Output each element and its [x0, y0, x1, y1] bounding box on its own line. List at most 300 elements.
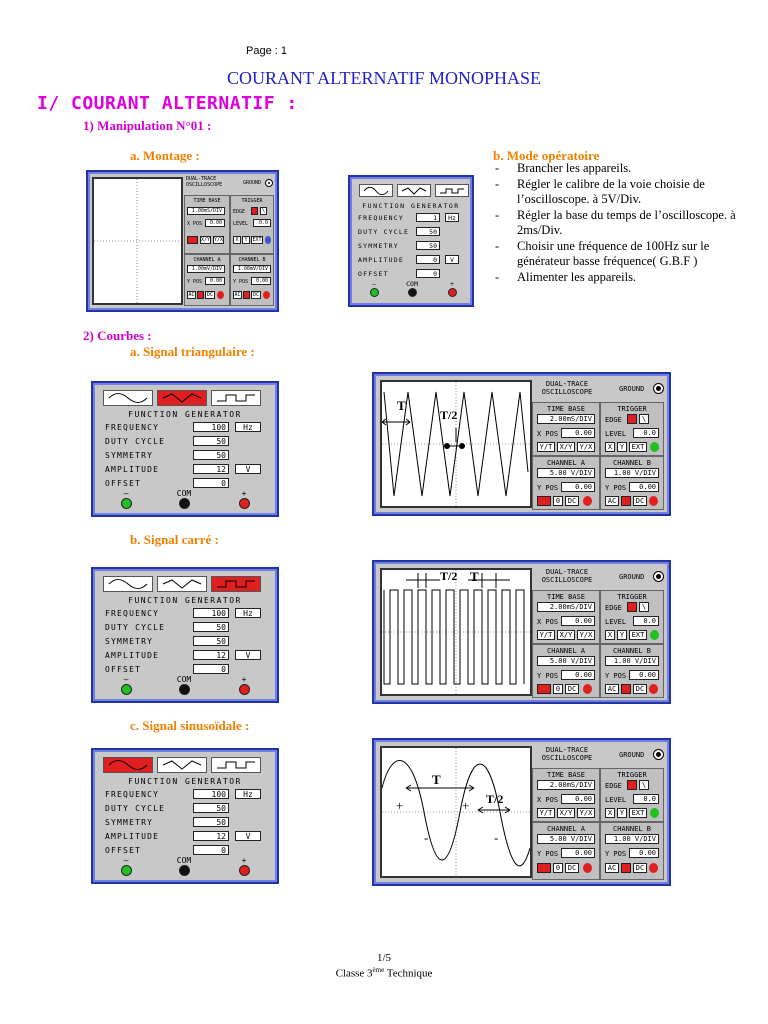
offset-label: OFFSET	[358, 269, 389, 278]
amplitude-value[interactable]: 0	[416, 255, 440, 264]
yx-button[interactable]: Y/X	[214, 237, 224, 243]
amplitude-value[interactable]: 12	[193, 464, 229, 474]
channel-a-label: CHANNEL A	[547, 459, 585, 467]
square-wave-button[interactable]	[211, 390, 261, 406]
yt-button[interactable]: Y/T	[537, 630, 555, 640]
trigger-section	[600, 768, 664, 822]
channel-a-section	[184, 254, 230, 306]
osc-title-1: DUAL-TRACE	[186, 176, 217, 182]
duty-cycle-value[interactable]: 50	[416, 227, 440, 236]
level-value[interactable]: 0.0	[633, 428, 659, 438]
chb-0-button[interactable]: 0	[244, 292, 248, 298]
square-icon	[216, 579, 256, 589]
half-period-label: T/2	[486, 792, 504, 806]
mode-step: - Régler le calibre de la voie choisie de l’oscilloscope. à 5V/Div.	[493, 177, 753, 208]
mode-step: - Alimenter les appareils.	[493, 270, 753, 286]
ground-label: GROUND	[619, 573, 645, 581]
plus-terminal[interactable]	[239, 498, 250, 509]
channel-b-value[interactable]: 1.00 V/DIV	[605, 468, 659, 478]
function-generator-triangle	[91, 381, 279, 517]
xpos-value[interactable]: 0.00	[561, 794, 595, 804]
frequency-value[interactable]: 100	[193, 608, 229, 618]
xpos-label: X POS	[187, 221, 203, 227]
symmetry-label: SYMMETRY	[358, 241, 399, 250]
level-label: LEVEL	[605, 430, 627, 438]
xpos-label: X POS	[537, 430, 559, 438]
offset-value[interactable]: 0	[193, 664, 229, 674]
edge-rise-button[interactable]	[251, 207, 258, 215]
chb-led	[263, 291, 270, 299]
chb-dc-button[interactable]: DC	[633, 863, 647, 873]
period-label: T	[470, 569, 479, 584]
square-icon	[216, 393, 256, 403]
frequency-unit[interactable]: Hz	[445, 213, 459, 222]
ground-label: GROUND	[619, 751, 645, 759]
offset-value[interactable]: 0	[193, 478, 229, 488]
offset-label: OFFSET	[105, 845, 142, 855]
sine-wave-button[interactable]	[103, 757, 153, 773]
ypos-b-label: Y POS	[233, 279, 249, 285]
symmetry-label: SYMMETRY	[105, 636, 154, 646]
chb-ac-button[interactable]: AC	[605, 863, 619, 873]
osc-title-1: DUAL-TRACE	[545, 568, 589, 576]
cha-ac-button[interactable]: AC	[537, 684, 551, 694]
function-generator-square	[91, 567, 279, 703]
ground-button[interactable]	[653, 383, 664, 394]
amplitude-unit[interactable]: V	[235, 831, 261, 841]
signal-carre-heading: b. Signal carré :	[130, 532, 219, 547]
symmetry-value[interactable]: 50	[193, 636, 229, 646]
trigger-label: TRIGGER	[617, 771, 647, 779]
xpos-value[interactable]: 0.00	[561, 428, 595, 438]
amplitude-value[interactable]: 12	[193, 831, 229, 841]
edge-fall-button[interactable]: \	[639, 414, 649, 424]
osc-title-2: OSCILLOSCOPE	[541, 388, 593, 396]
cha-dc-button[interactable]: DC	[206, 292, 214, 298]
yt-button[interactable]: Y/T	[188, 237, 198, 243]
plus-terminal[interactable]	[239, 684, 250, 695]
chb-ac-button[interactable]: AC	[605, 684, 619, 694]
function-generator-montage	[348, 175, 474, 307]
edge-label: EDGE	[605, 782, 622, 790]
chb-0-button[interactable]: 0	[621, 863, 631, 873]
triangle-wave-button[interactable]	[157, 390, 207, 406]
minus-terminal[interactable]	[370, 288, 379, 297]
cha-0-button[interactable]: 0	[553, 684, 563, 694]
com-terminal[interactable]	[179, 865, 190, 876]
cha-ac-button[interactable]: AC	[537, 863, 551, 873]
offset-label: OFFSET	[105, 664, 142, 674]
symmetry-value[interactable]: 50	[193, 450, 229, 460]
trig-a-button[interactable]: X	[233, 236, 241, 244]
ypos-a-value[interactable]: 0.00	[205, 277, 225, 285]
triangle-icon	[162, 760, 202, 770]
sine-wave-button[interactable]	[359, 184, 393, 197]
minus-terminal[interactable]	[121, 684, 132, 695]
channel-b-value[interactable]: 1.00 V/DIV	[605, 834, 659, 844]
osc-title-2: OSCILLOSCOPE	[541, 754, 593, 762]
courbes-heading: 2) Courbes :	[83, 328, 152, 343]
time-base-label: TIME BASE	[193, 198, 221, 204]
mode-step: - Brancher les appareils.	[493, 161, 753, 177]
fg-title: FUNCTION GENERATOR	[128, 777, 242, 786]
triangle-wave-button[interactable]	[157, 576, 207, 592]
xy-button[interactable]: X/Y	[557, 808, 575, 818]
xy-button[interactable]: X/Y	[201, 237, 211, 243]
level-value[interactable]: 0.0	[253, 219, 271, 227]
frequency-label: FREQUENCY	[358, 213, 405, 222]
trigger-led	[650, 442, 659, 452]
ypos-b-label: Y POS	[605, 850, 627, 858]
osc-title-1: DUAL-TRACE	[545, 746, 589, 754]
frequency-value[interactable]: 100	[193, 789, 229, 799]
amplitude-label: AMPLITUDE	[105, 464, 160, 474]
xpos-label: X POS	[537, 796, 559, 804]
channel-a-section	[532, 644, 600, 698]
duty-cycle-label: DUTY CYCLE	[105, 436, 166, 446]
frequency-label: FREQUENCY	[105, 608, 160, 618]
channel-b-section	[600, 644, 664, 698]
triangle-icon	[162, 393, 202, 403]
yx-button[interactable]: Y/X	[577, 808, 595, 818]
time-base-value[interactable]: 2.00mS/DIV	[537, 780, 595, 790]
square-wave-button[interactable]	[211, 576, 261, 592]
channel-a-value[interactable]: 5.00 V/DIV	[537, 468, 595, 478]
mode-operatoire-heading: b. Mode opératoire	[493, 148, 600, 163]
cha-dc-button[interactable]: DC	[565, 863, 579, 873]
channel-a-section	[532, 456, 600, 510]
chb-0-button[interactable]: 0	[621, 496, 631, 506]
trigger-led	[265, 236, 271, 244]
sine-icon	[108, 393, 148, 403]
chb-ac-button[interactable]: AC	[234, 292, 241, 298]
trig-b-button[interactable]: Y	[242, 236, 250, 244]
montage-heading: a. Montage :	[130, 148, 200, 163]
channel-a-label: CHANNEL A	[547, 647, 585, 655]
plus-label: +	[450, 280, 454, 288]
oscilloscope-screen	[380, 746, 532, 878]
oscilloscope-screen	[92, 177, 183, 305]
ypos-a-value[interactable]: 0.00	[561, 848, 595, 858]
time-base-label: TIME BASE	[547, 771, 585, 779]
com-terminal[interactable]	[408, 288, 417, 297]
xpos-value[interactable]: 0.00	[205, 219, 225, 227]
triangle-icon	[401, 187, 427, 195]
channel-b-value[interactable]: 1.00mV/DIV	[233, 265, 271, 273]
minus-label: —	[123, 489, 129, 498]
cha-0-button[interactable]: 0	[198, 292, 202, 298]
signal-triangulaire-heading: a. Signal triangulaire :	[130, 344, 255, 359]
time-base-value[interactable]: 2.00mS/DIV	[537, 414, 595, 424]
oscilloscope-square	[372, 560, 671, 704]
edge-rise-button[interactable]	[627, 414, 637, 424]
minus-sign-1: -	[424, 830, 429, 845]
trig-ext-button[interactable]: EXT	[629, 808, 647, 818]
section-heading-1: I/ COURANT ALTERNATIF :	[37, 93, 298, 114]
oscilloscope-screen	[380, 380, 532, 508]
cha-led	[583, 863, 592, 873]
symmetry-label: SYMMETRY	[105, 817, 154, 827]
frequency-unit[interactable]: Hz	[235, 422, 261, 432]
edge-fall-button[interactable]: \	[639, 602, 649, 612]
cha-led	[583, 496, 592, 506]
level-label: LEVEL	[605, 618, 627, 626]
trigger-section	[230, 195, 274, 254]
chb-led	[649, 863, 658, 873]
level-value[interactable]: 0.0	[633, 794, 659, 804]
amplitude-unit[interactable]: V	[235, 464, 261, 474]
offset-value[interactable]: 0	[416, 269, 440, 278]
cha-0-button[interactable]: 0	[553, 863, 563, 873]
ypos-a-value[interactable]: 0.00	[561, 670, 595, 680]
period-label: T	[432, 772, 441, 787]
channel-b-label: CHANNEL B	[613, 825, 651, 833]
osc-title-2: OSCILLOSCOPE	[541, 576, 593, 584]
duty-cycle-label: DUTY CYCLE	[358, 227, 410, 236]
document-title: COURANT ALTERNATIF MONOPHASE	[226, 68, 542, 88]
duty-cycle-label: DUTY CYCLE	[105, 803, 166, 813]
ypos-a-label: Y POS	[537, 850, 559, 858]
xpos-label: X POS	[537, 618, 559, 626]
edge-label: EDGE	[605, 416, 622, 424]
frequency-label: FREQUENCY	[105, 422, 160, 432]
frequency-unit[interactable]: Hz	[235, 789, 261, 799]
function-generator-sine	[91, 748, 279, 884]
sine-icon	[108, 760, 148, 770]
amplitude-value[interactable]: 12	[193, 650, 229, 660]
symmetry-value[interactable]: 50	[193, 817, 229, 827]
frequency-value[interactable]: 1	[416, 213, 440, 222]
chb-ac-button[interactable]: AC	[605, 496, 619, 506]
time-base-value[interactable]: 1.00mS/DIV	[187, 207, 225, 215]
minus-sign-2: -	[494, 830, 499, 845]
screen-grid	[94, 179, 181, 303]
cha-dc-button[interactable]: DC	[565, 684, 579, 694]
trigger-section	[600, 402, 664, 456]
yx-button[interactable]: Y/X	[577, 442, 595, 452]
chb-dc-button[interactable]: DC	[633, 496, 647, 506]
channel-b-label: CHANNEL B	[613, 459, 651, 467]
time-base-label: TIME BASE	[547, 593, 585, 601]
channel-b-section	[600, 822, 664, 880]
ypos-b-value[interactable]: 0.00	[629, 848, 659, 858]
cha-ac-button[interactable]: AC	[188, 292, 195, 298]
time-base-section	[532, 768, 600, 822]
ground-label: GROUND	[243, 180, 262, 186]
sine-icon	[108, 579, 148, 589]
com-label: COM	[176, 675, 192, 684]
square-wave-button[interactable]	[435, 184, 469, 197]
trigger-label: TRIGGER	[617, 405, 647, 413]
minus-label: —	[123, 675, 129, 684]
time-base-section	[532, 590, 600, 644]
duty-cycle-label: DUTY CYCLE	[105, 622, 166, 632]
trigger-led	[650, 630, 659, 640]
trig-b-button[interactable]: Y	[617, 808, 627, 818]
time-base-section	[532, 402, 600, 456]
xy-button[interactable]: X/Y	[557, 630, 575, 640]
symmetry-label: SYMMETRY	[105, 450, 154, 460]
cha-ac-button[interactable]: AC	[537, 496, 551, 506]
frequency-label: FREQUENCY	[105, 789, 160, 799]
channel-a-section	[532, 822, 600, 880]
trigger-label: TRIGGER	[617, 593, 647, 601]
cha-dc-button[interactable]: DC	[565, 496, 579, 506]
footer-page-number: 1/5	[376, 952, 392, 964]
amplitude-label: AMPLITUDE	[358, 255, 405, 264]
time-base-label: TIME BASE	[547, 405, 585, 413]
yt-button[interactable]: Y/T	[537, 808, 555, 818]
fg-title: FUNCTION GENERATOR	[362, 202, 460, 210]
footer-class	[0, 966, 768, 980]
oscilloscope-triangle	[372, 372, 671, 516]
ypos-a-label: Y POS	[537, 672, 559, 680]
chb-0-button[interactable]: 0	[621, 684, 631, 694]
ypos-b-value[interactable]: 0.00	[629, 482, 659, 492]
amplitude-unit[interactable]: V	[235, 650, 261, 660]
channel-a-value[interactable]: 5.00 V/DIV	[537, 834, 595, 844]
fg-title: FUNCTION GENERATOR	[128, 596, 242, 605]
triangle-icon	[162, 579, 202, 589]
ground-label: GROUND	[619, 385, 645, 393]
ypos-b-value[interactable]: 0.00	[251, 277, 271, 285]
edge-rise-button[interactable]	[627, 602, 637, 612]
ground-button[interactable]	[653, 571, 664, 582]
trig-ext-button[interactable]: EXT	[629, 442, 647, 452]
square-icon	[216, 760, 256, 770]
footer-class-a: Classe 3	[335, 967, 373, 980]
frequency-unit[interactable]: Hz	[235, 608, 261, 618]
sine-wave-button[interactable]	[103, 576, 153, 592]
amplitude-label: AMPLITUDE	[105, 831, 160, 841]
edge-label: EDGE	[233, 209, 246, 215]
chb-led	[649, 684, 658, 694]
mode-operatoire-list	[493, 161, 753, 285]
trigger-section	[600, 590, 664, 644]
chb-led	[649, 496, 658, 506]
period-label: T	[397, 398, 406, 413]
xy-button[interactable]: X/Y	[557, 442, 575, 452]
ypos-b-label: Y POS	[605, 672, 627, 680]
chb-dc-button[interactable]: DC	[633, 684, 647, 694]
amplitude-label: AMPLITUDE	[105, 650, 160, 660]
trig-a-button[interactable]: X	[605, 808, 615, 818]
cha-led	[583, 684, 592, 694]
plus-label: +	[241, 675, 247, 684]
square-trace	[382, 570, 530, 694]
offset-label: OFFSET	[105, 478, 142, 488]
ypos-a-label: Y POS	[537, 484, 559, 492]
minus-terminal[interactable]	[121, 498, 132, 509]
level-label: LEVEL	[605, 796, 627, 804]
frequency-value[interactable]: 100	[193, 422, 229, 432]
minus-terminal[interactable]	[121, 865, 132, 876]
fg-title: FUNCTION GENERATOR	[128, 410, 242, 419]
ypos-a-value[interactable]: 0.00	[561, 482, 595, 492]
plus-label: +	[241, 856, 247, 865]
page-header: Page : 1	[246, 45, 287, 57]
footer-class-sup: ème	[372, 966, 385, 974]
ypos-b-label: Y POS	[605, 484, 627, 492]
channel-b-label: CHANNEL B	[613, 647, 651, 655]
trig-ext-button[interactable]: EXT	[252, 237, 262, 243]
half-period-label: T/2	[440, 408, 458, 422]
channel-a-value[interactable]: 1.00mV/DIV	[187, 265, 225, 273]
minus-label: —	[123, 856, 129, 865]
com-terminal[interactable]	[179, 684, 190, 695]
ypos-b-value[interactable]: 0.00	[629, 670, 659, 680]
edge-label: EDGE	[605, 604, 622, 612]
duty-cycle-value[interactable]: 50	[193, 436, 229, 446]
channel-b-section	[600, 456, 664, 510]
ground-button[interactable]	[653, 749, 664, 760]
level-value[interactable]: 0.0	[633, 616, 659, 626]
com-label: COM	[406, 280, 418, 288]
manipulation-heading: 1) Manipulation N°01 :	[83, 118, 212, 133]
channel-b-value[interactable]: 1.00 V/DIV	[605, 656, 659, 666]
plus-terminal[interactable]	[239, 865, 250, 876]
channel-a-label: CHANNEL A	[193, 257, 221, 263]
cha-0-button[interactable]: 0	[553, 496, 563, 506]
xpos-value[interactable]: 0.00	[561, 616, 595, 626]
plus-sign-2: +	[462, 798, 470, 813]
osc-title-1: DUAL-TRACE	[545, 380, 589, 388]
time-base-section	[184, 195, 230, 254]
trig-a-button[interactable]: X	[605, 442, 615, 452]
oscilloscope-screen	[380, 568, 532, 696]
channel-a-value[interactable]: 5.00 V/DIV	[537, 656, 595, 666]
trig-a-button[interactable]: X	[605, 630, 615, 640]
ground-button[interactable]	[265, 179, 273, 187]
yx-button[interactable]: Y/X	[577, 630, 595, 640]
trigger-label: TRIGGER	[241, 198, 263, 204]
cha-led	[217, 291, 224, 299]
amplitude-unit[interactable]: V	[445, 255, 459, 264]
sine-wave-button[interactable]	[103, 390, 153, 406]
channel-a-label: CHANNEL A	[547, 825, 585, 833]
trig-b-button[interactable]: Y	[617, 442, 627, 452]
oscilloscope-sine	[372, 738, 671, 886]
edge-fall-button[interactable]: \	[639, 780, 649, 790]
mode-step: - Régler la base du temps de l’oscilloscope. à 2ms/Div.	[493, 208, 753, 239]
level-label: LEVEL	[233, 221, 249, 227]
square-wave-button[interactable]	[211, 757, 261, 773]
symmetry-value[interactable]: 50	[416, 241, 440, 250]
yt-button[interactable]: Y/T	[537, 442, 555, 452]
triangle-wave-button[interactable]	[397, 184, 431, 197]
trig-b-button[interactable]: Y	[617, 630, 627, 640]
offset-value[interactable]: 0	[193, 845, 229, 855]
osc-title-2: OSCILLOSCOPE	[186, 182, 223, 188]
plus-terminal[interactable]	[448, 288, 457, 297]
oscilloscope-montage	[86, 170, 279, 312]
half-period-label: T/2	[440, 569, 458, 583]
signal-sinus-heading: c. Signal sinusoïdale :	[130, 718, 250, 733]
trig-ext-button[interactable]: EXT	[629, 630, 647, 640]
chb-dc-button[interactable]: DC	[252, 292, 260, 298]
com-label: COM	[176, 489, 192, 498]
channel-b-label: CHANNEL B	[238, 257, 266, 263]
edge-rise-button[interactable]	[627, 780, 637, 790]
triangle-wave-button[interactable]	[157, 757, 207, 773]
trigger-led	[650, 808, 659, 818]
duty-cycle-value[interactable]: 50	[193, 622, 229, 632]
duty-cycle-value[interactable]: 50	[193, 803, 229, 813]
edge-fall-button[interactable]: \	[261, 208, 265, 214]
square-icon	[439, 187, 465, 195]
time-base-value[interactable]: 2.00mS/DIV	[537, 602, 595, 612]
com-terminal[interactable]	[179, 498, 190, 509]
